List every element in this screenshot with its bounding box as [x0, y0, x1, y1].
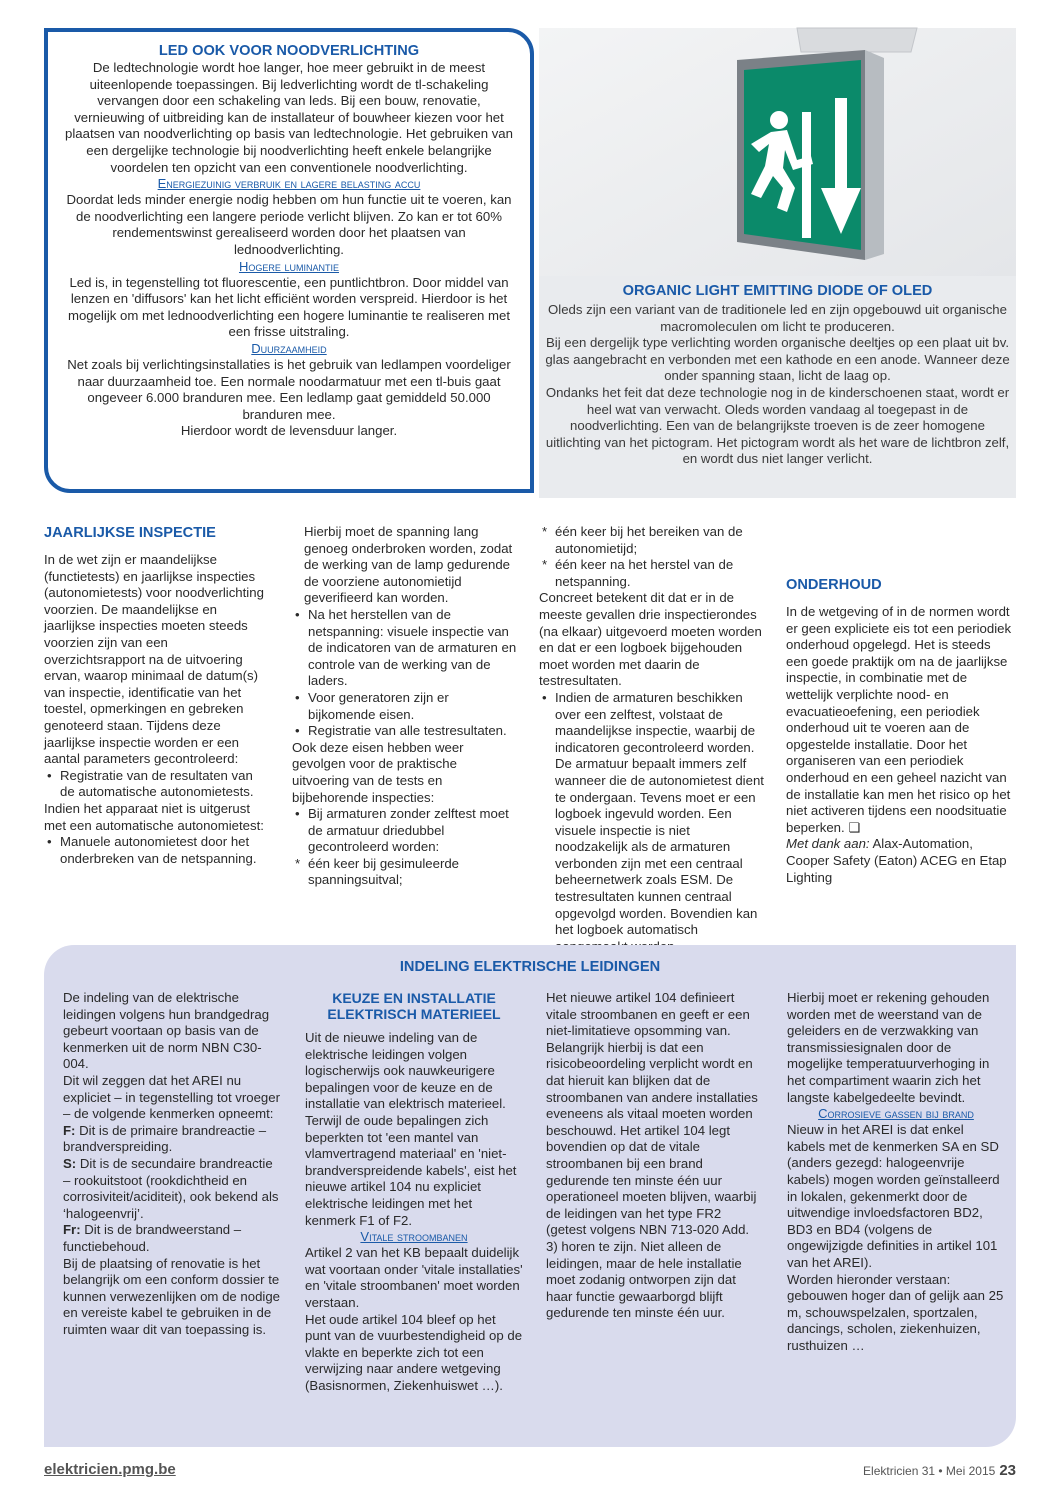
list-item: • Manuele autonomietest door het onderbreken van de netspanning. — [44, 834, 269, 867]
end-mark-icon: ❏ — [848, 819, 861, 835]
list-item: * één keer bij gesimuleerde spanningsuitval; — [292, 856, 517, 889]
list-item: • Voor generatoren zijn er bijkomende eisen. — [292, 690, 517, 723]
indeling-text-2: Dit wil zeggen dat het AREI nu expliciet – in tegenstelling tot vroeger – de volgende kenmerken opneemt: — [63, 1072, 280, 1122]
kenmerk-fr-label: Fr: — [63, 1222, 81, 1238]
vitale-stroombanen-subtitle: Vitale stroombanen — [360, 1229, 468, 1245]
vitale-text-3: Het nieuwe artikel 104 definieert vitale stroombanen en geeft er een niet-limitatieve opsomming van. Belangrijk hierbij is dat een risicobeoordeling verplicht wordt en dat hieruit kan blijken dat de stroombanen van andere installaties eveneens als vitaal moeten worden beschouwd. Het artikel 104 legt bovendien op dat de vitale stroombanen bij een brand gedurende ten minste één uur operationeel moeten blijven, waarbij de leidingen van het type FR2 (getest volgens NBN 713-020 Add. 3) horen te zijn. Niet alleen de leidingen, maar de hele installatie moet zodanig ontworpen zijn dat haar functie gewaarborgd blijft gedurende ten minste één uur. — [546, 990, 758, 1321]
list-item: • Registratie van alle testresultaten. — [292, 723, 517, 740]
vitale-text-4: Hierbij moet er rekening gehouden worden met de weerstand van de geleiders en de verzwakking van transmissiesignalen door de mogelijke temperatuurverhoging in het compartiment waarin zich het langste kabelgedeelte bevindt. — [787, 990, 990, 1105]
keuze-text: Uit de nieuwe indeling van de elektrische leidingen volgen logischerwijs ook nauwkeurigere bepalingen voor de keuze en de installatie van elektrisch materieel. Terwijl de oude bepalingen zich beperkten tot 'een mantel van vlamvertragend materiaal' en 'niet-brandverspreidende kabels', eist het nieuwe artikel 104 nu expliciet elektrische leidingen met het kenmerk F1 of F2. — [305, 1030, 517, 1228]
column-4 — [786, 576, 1016, 886]
indeling-text-3: Bij de plaatsing of renovatie is het belangrijk om een conform dossier te kunnen verwezenlijken om de nodige en vereiste kabel te gebruiken in de ruimten waar dit van toepassing is. — [63, 1255, 281, 1337]
page-number: 23 — [999, 1462, 1016, 1479]
onderhoud-text: In de wetgeving of in de normen wordt er geen expliciete eis tot een periodiek onderhoud opgelegd. Het is steeds een goede praktijk om na de jaarlijkse inspectie, in combinatie met de wettelijk verplichte nood- en evacuatieoefening, een periodiek onderhoud uit te voeren aan de opgestelde installatie. Door het organiseren van een periodiek onderhoud en een geheel nazicht van de installatie kan men het risico op het niet activeren tijdens een noodsituatie beperken. ❏ — [786, 604, 1012, 835]
jaarlijkse-text-1: In de wet zijn er maandelijkse (functietests) en jaarlijkse inspecties (autonomietests) voor noodverlichting voorzien. De maandelijkse en jaarlijkse inspecties moeten steeds voorzien zijn van een overzichtsrapport na de uitvoering ervan, waarop minimaal de datum(s) van inspectie, identificatie van het toestel, opmerkingen en gebreken genoteerd staan. Tijdens deze jaarlijkse inspectie worden er een aantal parameters gecontroleerd: — [44, 552, 264, 767]
list-item: * één keer bij het bereiken van de autonomietijd; — [539, 524, 764, 557]
oled-text-3: Ondanks het feit dat deze technologie nog in de kinderschoenen staat, wordt er heel wat van verwacht. Oleds worden vandaag al toegepast in de noodverlichting. Een van de belangrijkste troeven is de zeer homogene uitlichting van het pictogram. Het pictogram wordt als het ware de lichtbron zelf, en wordt dus niet langer verlicht. — [545, 384, 1010, 467]
led-noodverlichting-box — [44, 28, 534, 493]
kenmerk-s-label: S: — [63, 1155, 77, 1171]
vitale-text-2: Het oude artikel 104 bleef op het punt van de vuurbestendigheid op de vlakte en beperkte zich tot een verwijzing naar andere wetgeving (Basisnormen, Ziekenhuiswet …). — [305, 1311, 523, 1393]
indeling-column-1 — [63, 990, 281, 1338]
indeling-column-4 — [787, 990, 1005, 1354]
jaarlijkse-text-3: Hierbij moet de spanning lang genoeg onderbroken worden, zodat de werking van de lamp gedurende de voorziene autonomietijd geverifieerd kan worden. — [304, 524, 513, 606]
led-box-title: LED OOK VOOR NOODVERLICHTING — [158, 43, 420, 59]
footer-site-link[interactable]: elektricien.pmg.be — [44, 1461, 176, 1478]
oled-title: ORGANIC LIGHT EMITTING DIODE OF OLED — [622, 283, 933, 299]
led-box-text-duurzaamheid: Net zoals bij verlichtingsinstallaties is het gebruik van ledlampen voordeliger naar duurzaamheid toe. Een normale noodarmatuur met een tl-buis gaat ongeveer 6.000 branduren mee. Een ledlamp gaat gemiddeld 50.000 branduren mee. — [67, 356, 511, 422]
jaarlijkse-text-4: Ook deze eisen hebben weer gevolgen voor de praktische uitvoering van de tests en bijbehorende inspecties: — [292, 739, 464, 805]
thanks-text: Alax-Automation, Cooper Safety (Eaton) ACEG en Etap Lighting — [786, 836, 1007, 885]
thanks-label: Met dank aan: — [786, 836, 870, 852]
footer-issue — [863, 1462, 1016, 1479]
oled-text-2: Bij een dergelijk type verlichting worden organische deeltjes op een plaat uit bv. glas aangebracht en verbonden met een kathode en een anode. Wanneer deze onder spanning staan, licht de laag op. — [545, 335, 1010, 384]
list-item: • Bij armaturen zonder zelftest moet de armatuur driedubbel gecontroleerd worden: — [292, 806, 517, 856]
led-box-text-duurzaamheid-2: Hierdoor wordt de levensduur langer. — [180, 423, 398, 439]
indeling-title: INDELING ELEKTRISCHE LEIDINGEN — [399, 959, 661, 975]
onderhoud-title: ONDERHOUD — [786, 577, 882, 593]
column-3 — [539, 524, 764, 955]
list-item: • Indien de armaturen beschikken over een zelftest, volstaat de maandelijkse inspectie, waarbij de indicatoren gecontroleerd worden. De armatuur bepaalt immers zelf wanneer die de autonomietest dient te ondergaan. Tevens moet er een logboek ingevuld worden. Een visuele inspectie is niet noodzakelijk als de armaturen verbonden zijn met een centraal beheernetwerk zoals ESM. De testresultaten kunnen centraal opgevolgd worden. Bovendien kan het logboek automatisch — [539, 690, 764, 956]
indeling-column-2 — [305, 990, 523, 1393]
list-item: • Na het herstellen van de netspanning: visuele inspectie van de indicatoren van de armaturen en controle van de werking van de laders. — [292, 607, 517, 690]
column-1 — [44, 524, 269, 867]
led-box-intro: De ledtechnologie wordt hoe langer, hoe meer gebruikt in de meest uiteenlopende toepassingen. Bij ledverlichting wordt de tl-schakeling vervangen door een schakeling van leds. Bij een bouw, renovatie, vernieuwing of uitbreiding kan de installateur of bouwheer kiezen voor het plaatsen van noodverlichting op basis van ledtechnologie. Het gebruiken van een dergelijke technologie bij noodverlichting heeft enkele belangrijke voordelen ten opzicht van een conventionele noodverlichting. — [65, 60, 513, 175]
column-2 — [292, 524, 517, 889]
jaarlijkse-inspectie-title: JAARLIJKSE INSPECTIE — [44, 525, 216, 541]
jaarlijkse-text-2: Indien het apparaat niet is uitgerust met een automatische autonomietest: — [44, 800, 264, 833]
list-item: • Registratie van de resultaten van de automatische autonomietests. — [44, 768, 269, 801]
indeling-intro: De indeling van de elektrische leidingen volgens hun brandgedrag gebeurt voortaan op basis van de kenmerken uit de norm NBN C30-004. — [63, 990, 270, 1072]
led-box-subtitle-luminantie: Hogere luminantie — [238, 258, 339, 274]
jaarlijkse-text-5: Concreet betekent dit dat er in de meeste gevallen drie inspectierondes (na elkaar) uitgevoerd moeten worden en dat er een logboek bijgehouden moet worden met daarin de testresultaten. — [539, 590, 762, 689]
corrosieve-text-1: Nieuw in het AREI is dat enkel kabels met de kenmerken SA en SD (anders gezegd: halogeenvrije kabels) mogen worden geïnstalleerd in lokalen, gekenmerkt door de uitwendige invloedsfactoren BD2, BD3 en BD4 (volgens de ongewijzigde definities in artikel 101 van het AREI). — [787, 1122, 1000, 1270]
indeling-column-3 — [546, 990, 764, 1322]
led-box-text-luminantie: Led is, in tegenstelling tot fluorescentie, een puntlichtbron. Door middel van lenzen en 'diffusors' kan het licht efficiënt worden verspreid. Hierdoor is het mogelijk om met lednoodverlichting een hogere luminantie te realiseren met een frisse uitstraling. — [67, 274, 511, 340]
corrosieve-text-2: Worden hieronder verstaan: gebouwen hoger dan of gelijk aan 25 m, schouwspelzalen, sportzalen, dancings, scholen, ziekenhuizen, rusthuizen … — [787, 1271, 1004, 1353]
thanks-line — [786, 836, 1016, 886]
oled-panel — [539, 28, 1016, 498]
kenmerk-f: F: Dit is de primaire brandreactie – brandverspreiding. — [63, 1122, 267, 1155]
corrosieve-gassen-subtitle: Corrosieve gassen bij brand — [818, 1106, 974, 1122]
led-box-subtitle-duurzaamheid: Duurzaamheid — [251, 340, 327, 356]
list-item: * één keer na het herstel van de netspanning. — [539, 557, 764, 590]
oled-text-1: Oleds zijn een variant van de traditionele led en zijn opgebouwd uit organische macromoleculen om licht te produceren. — [548, 302, 1007, 334]
kenmerk-s: S: Dit is de secundaire brandreactie – rookuitstoot (rookdichtheid en corrosiviteit/aciditeit), ook bekend als ‘halogeenvrij’. — [63, 1155, 279, 1221]
led-box-text-energie: Doordat leds minder energie nodig hebben om hun functie uit te voeren, kan de noodverlichting een langere periode verlicht blijven. Zo kan er tot 60% rendementswinst gerealiseerd worden door het plaatsen van lednoodverlichting. — [66, 192, 512, 257]
emergency-exit-sign-photo — [539, 28, 1016, 276]
kenmerk-f-label: F: — [63, 1122, 76, 1138]
led-box-subtitle-energie: Energiezuinig verbruik en lagere belasting accu — [157, 176, 421, 192]
footer-issue-text: Elektricien 31 • Mei 2015 — [863, 1464, 996, 1478]
keuze-installatie-title: KEUZE EN INSTALLATIE ELEKTRISCH MATERIEEL — [327, 990, 501, 1022]
kenmerk-fr: Fr: Dit is de brandweerstand – functiebehoud. — [63, 1222, 242, 1254]
vitale-text-1: Artikel 2 van het KB bepaalt duidelijk wat voortaan onder 'vitale installaties' en 'vitale stroombanen' moet worden verstaan. — [305, 1245, 523, 1310]
